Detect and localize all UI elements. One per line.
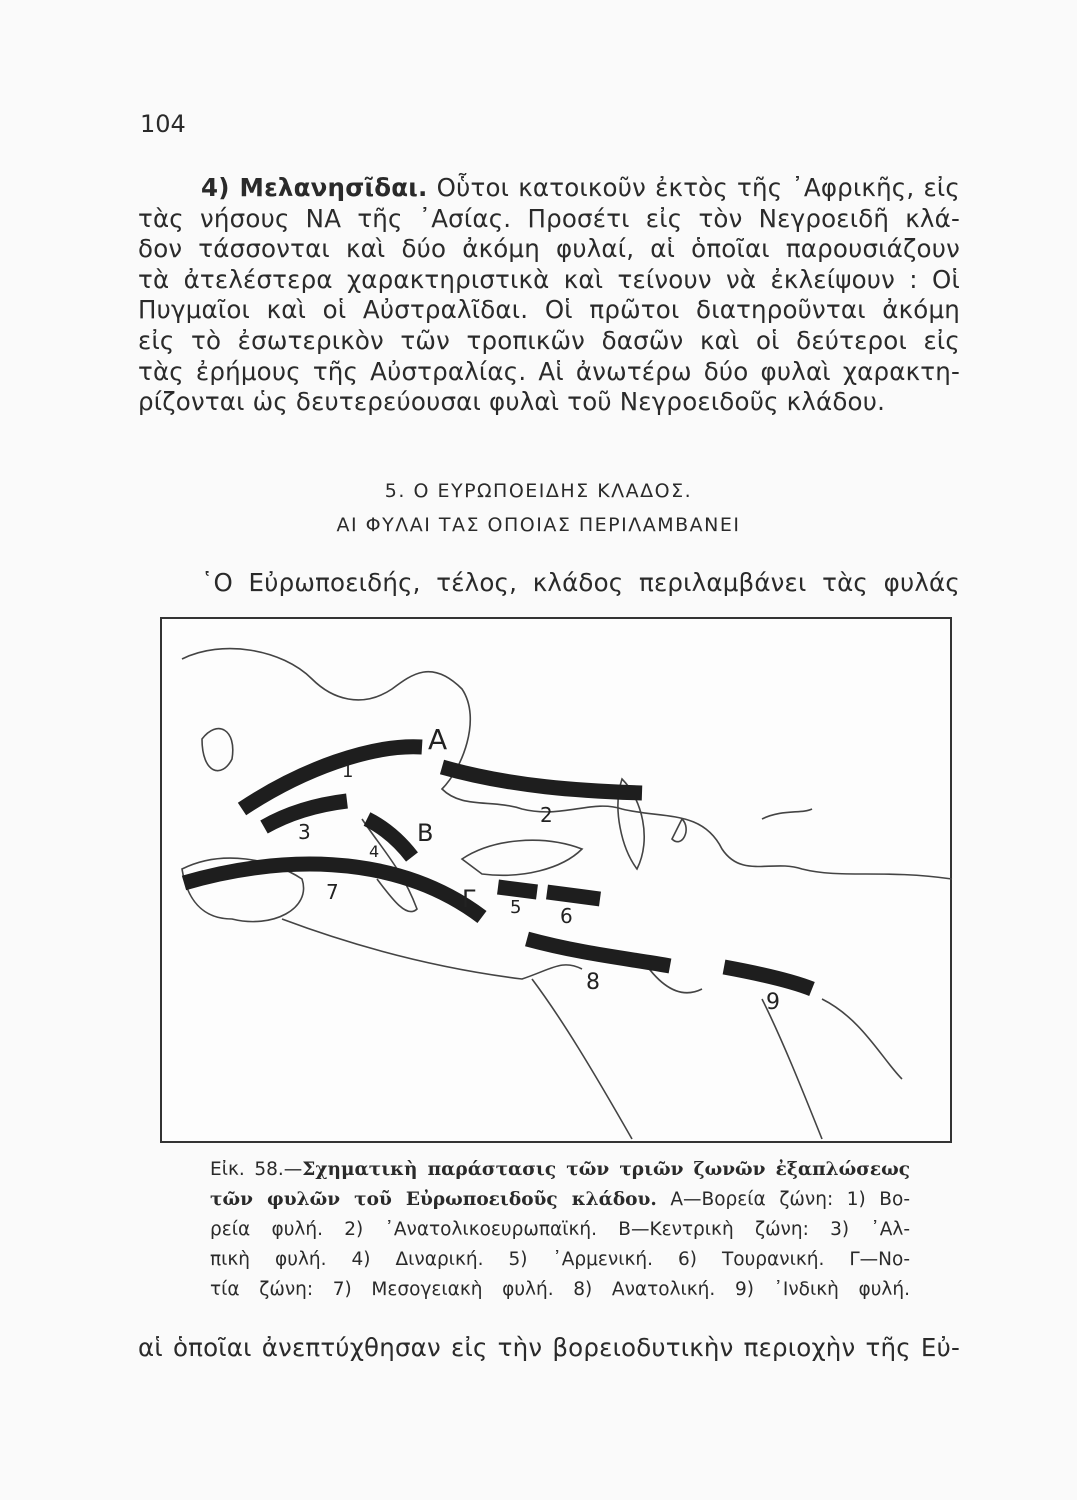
map-figure [160,617,952,1143]
caption-line [210,1185,910,1215]
page-number: 104 [140,110,186,138]
caption-label: Εἰκ. 58.— [210,1159,303,1180]
band-2 [442,767,642,793]
figure-caption [210,1155,910,1305]
lake-balkhash [762,809,812,819]
zone-label-a: Α [428,723,448,756]
paragraph-melanesids [138,173,960,418]
term-heading: 4) Μελανησῖδαι. [201,173,428,202]
band-label-4: 4 [369,842,380,861]
text-line: τὰ ἀτελέστερα χαρακτηριστικὰ καὶ τείνουν νὰ ἐκλείψουν : Οἱ [138,264,960,294]
red-sea [532,979,632,1139]
band-8 [527,939,670,966]
caption-title: τῶν φυλῶν τοῦ Εὐρωποειδοῦς κλάδου. [210,1189,657,1210]
text-line: εἰς τὸ ἐσωτερικὸν τῶν τροπικῶν δασῶν καὶ οἱ δεύτεροι εἰς [138,325,960,355]
paragraph-continuation [138,1333,960,1364]
caption-line: ρεία φυλή. 2) ᾽Ανατολικοευρωπαϊκή. Β—Κεντρικὴ ζώνη: 3) ᾽Αλ- [210,1219,910,1240]
map-drawing [162,619,954,1145]
zone-bands [184,747,812,989]
zone-label-b: Β [417,819,434,847]
text-line: Πυγμαῖοι καὶ οἱ Αὐστραλῖδαι. Οἱ πρῶτοι διατηροῦνται ἀκόμη [138,295,960,325]
paragraph-europoid [138,568,960,599]
band-label-9: 9 [766,990,780,1015]
caption-line: πικὴ φυλή. 4) Διναρική. 5) ᾽Αρμενική. 6) Τουρανική. Γ—Νο- [210,1249,910,1270]
band-label-8: 8 [586,970,600,995]
text-line [138,173,960,204]
british-isles [202,729,233,771]
band-6 [547,892,600,899]
band-5 [498,887,537,892]
section-heading [0,474,1077,542]
band-label-7: 7 [326,880,339,904]
band-9 [724,967,812,989]
text-line: ρίζονται ὡς δευτερεύουσαι φυλαὶ τοῦ Νεγροειδοῦς κλάδου. [138,387,886,417]
band-label-6: 6 [560,904,573,928]
india-coast [762,999,902,1139]
text-line: δον τάσσονται καὶ δύο ἀκόμη φυλαί, αἱ ὁποῖαι παρουσιάζουν [138,234,960,264]
caption-line: τία ζώνη: 7) Μεσογειακὴ φυλή. 8) Ανατολική. 9) ᾽Ινδικὴ φυλή. [210,1279,910,1300]
band-label-5: 5 [510,897,522,918]
caption-text: Α—Βορεία ζώνη: 1) Βο- [656,1189,910,1210]
text-line: αἱ ὁποῖαι ἀνεπτύχθησαν εἰς τὴν βορειοδυτικὴν περιοχὴν τῆς Εὐ- [138,1333,960,1362]
aral-sea [672,819,686,842]
caption-line [210,1155,910,1185]
band-label-1: 1 [342,761,354,782]
band-label-3: 3 [298,820,311,844]
section-heading-line1: 5. Ο ΕΥΡΩΠΟΕΙΔΗΣ ΚΛΑΔΟΣ. [384,480,693,502]
section-heading-line2: ΑΙ ΦΥΛΑΙ ΤΑΣ ΟΠΟΙΑΣ ΠΕΡΙΛΑΜΒΑΝΕΙ [336,514,741,536]
text-line: ῾Ο Εὐρωποειδής, τέλος, κλάδος περιλαμβάνει τὰς φυλάς [201,568,960,597]
text-line: τὰς νήσους ΝΑ τῆς ᾽Ασίας. Προσέτι εἰς τὸν Νεγροειδῆ κλά- [138,203,960,233]
text-line: τὰς ἐρήμους τῆς Αὐστραλίας. Αἱ ἀνωτέρω δύο φυλαὶ χαρακτη- [138,356,960,386]
zone-label-g: Γ [462,885,476,913]
caption-title: Σχηματικὴ παράστασις τῶν τριῶν ζωνῶν ἐξαπλώσεως [302,1159,910,1180]
text-span: Οὗτοι κατοικοῦν ἐκτὸς τῆς ᾽Αφρικῆς, εἰς [427,173,960,202]
band-label-2: 2 [540,803,553,827]
black-sea [462,840,582,875]
